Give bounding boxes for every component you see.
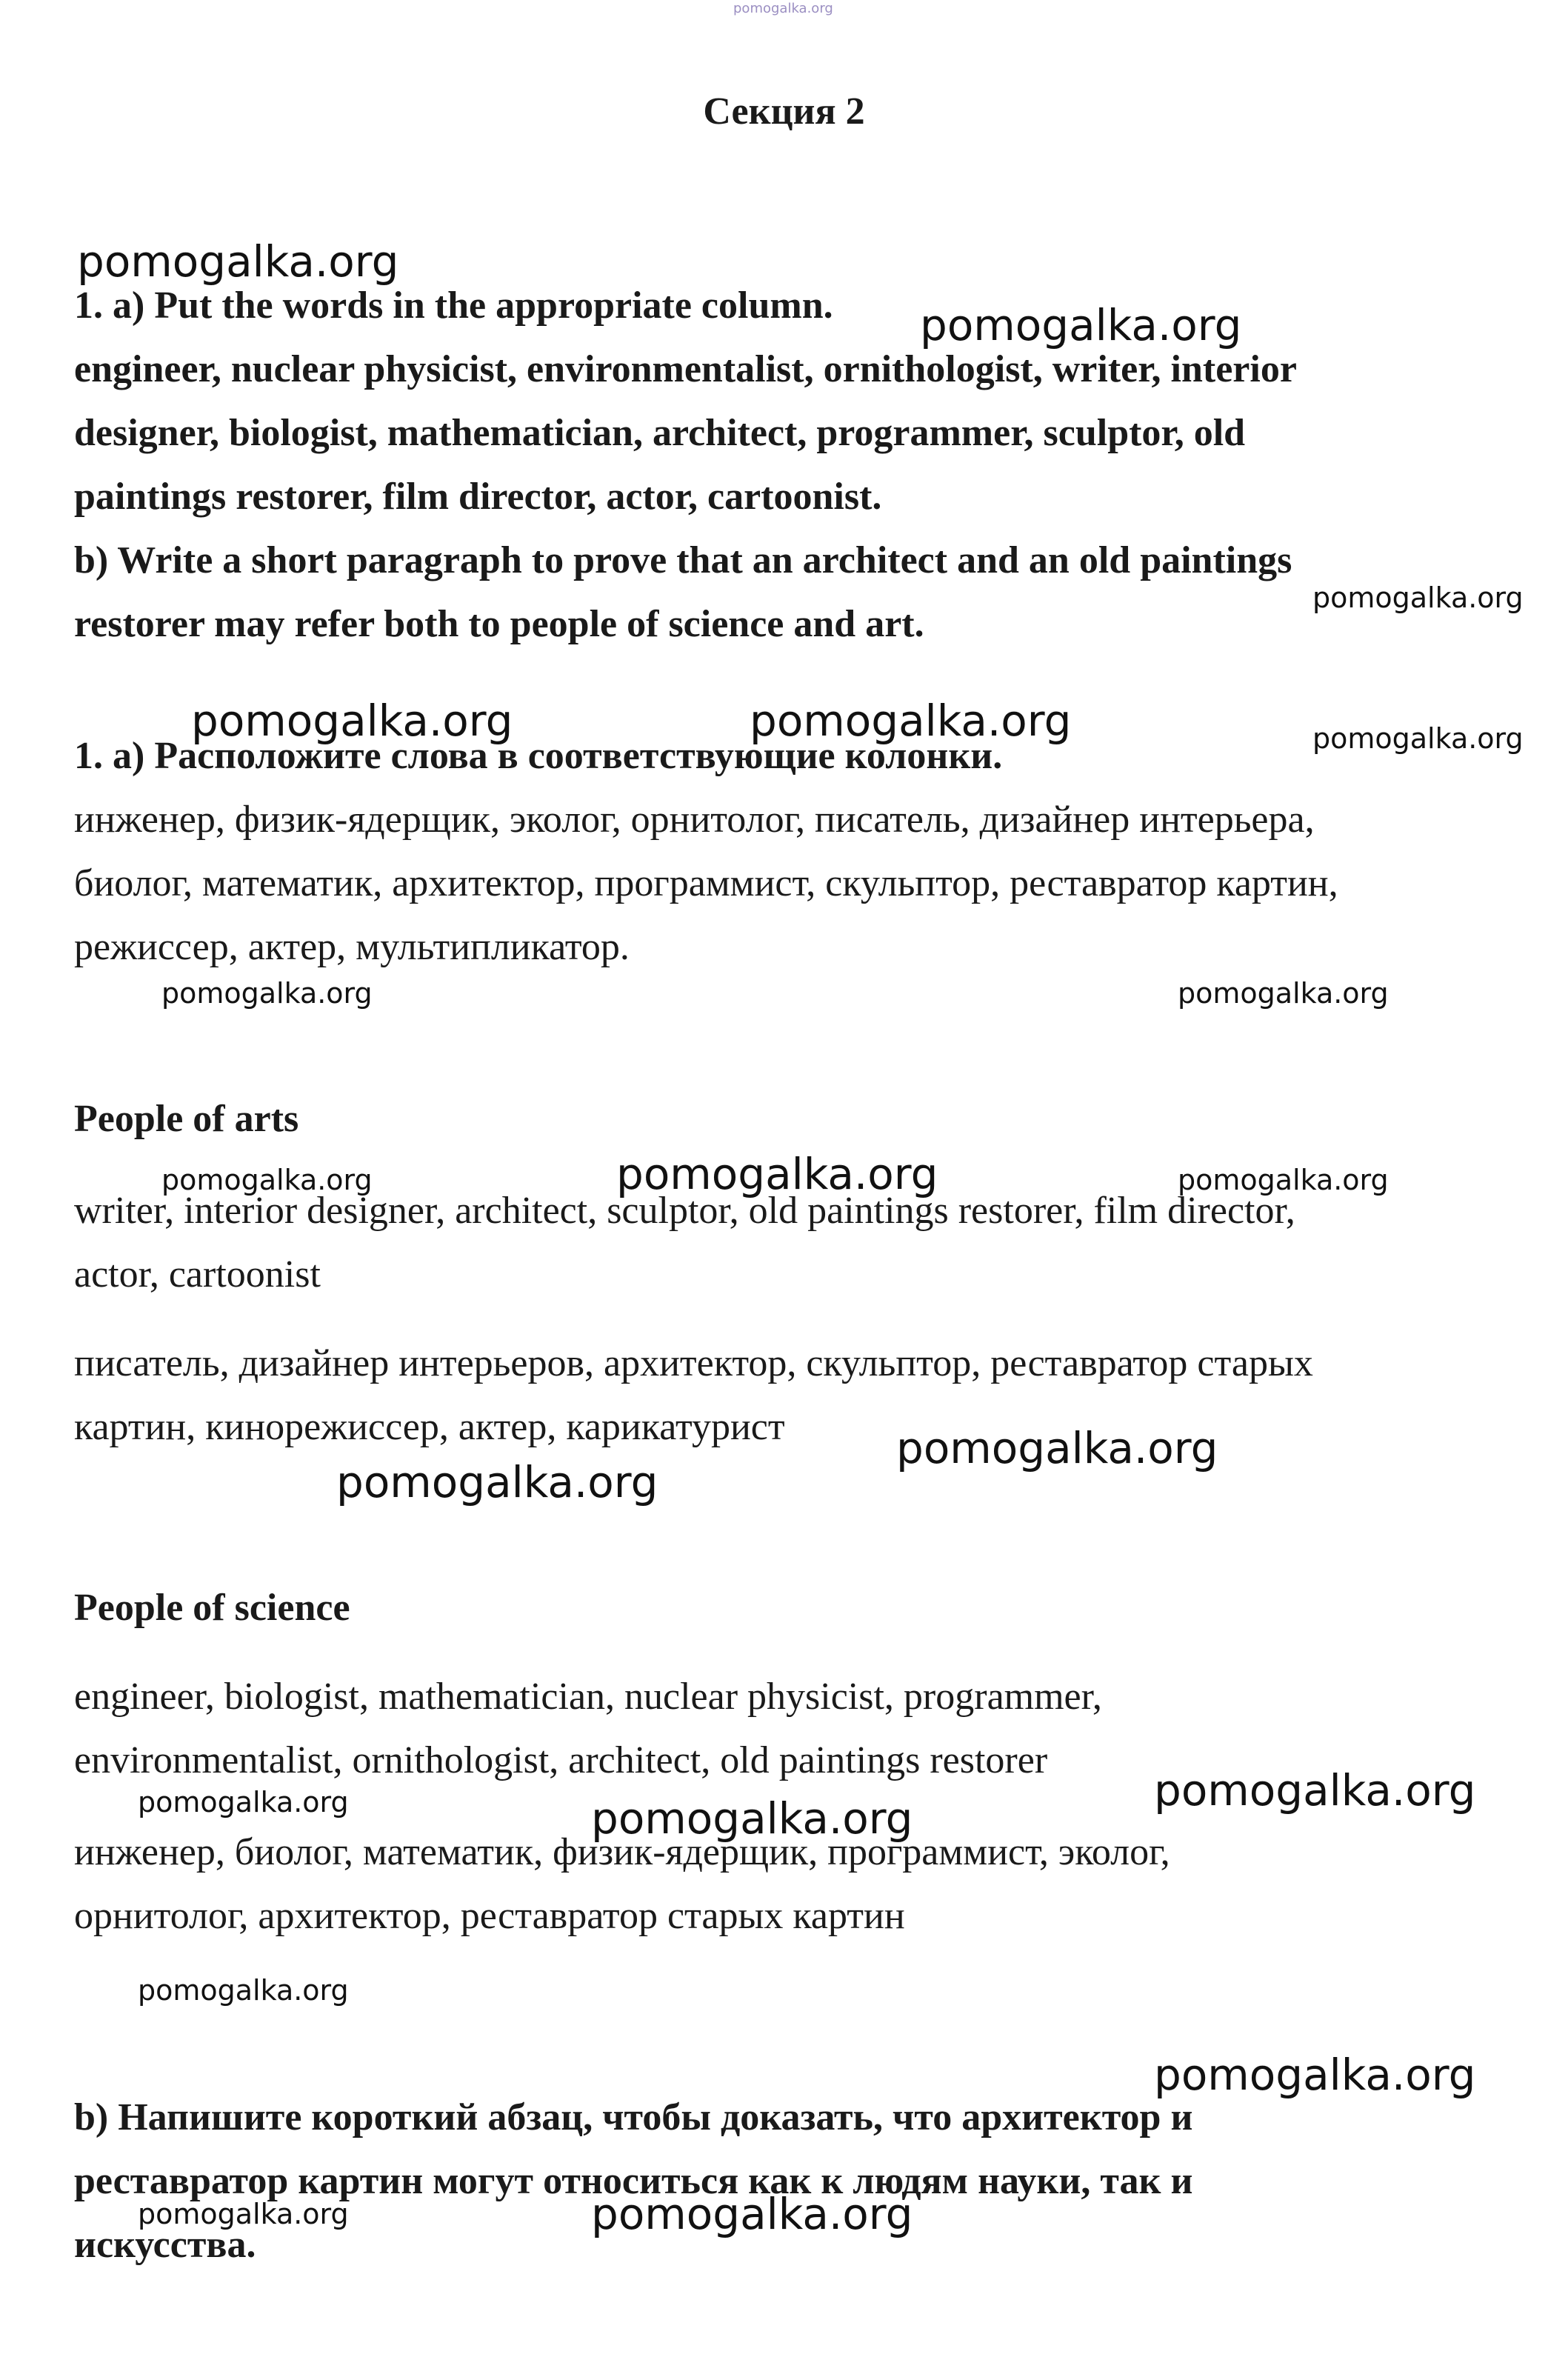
- watermark: pomogalka.org: [1312, 722, 1524, 755]
- watermark: pomogalka.org: [138, 1974, 349, 2007]
- arts-ru-line: писатель, дизайнер интерьеров, архитектор, скульптор, реставратор старых: [74, 1342, 1313, 1384]
- english-word-line: paintings restorer, film director, actor, cartoonist.: [74, 476, 882, 518]
- science-en-line: engineer, biologist, mathematician, nuclear physicist, programmer,: [74, 1676, 1102, 1718]
- watermark: pomogalka.org: [191, 696, 513, 746]
- watermark: pomogalka.org: [920, 300, 1242, 350]
- watermark: pomogalka.org: [896, 1423, 1218, 1473]
- russian-task-b-line: b) Напишите короткий абзац, чтобы доказать, что архитектор и: [74, 2096, 1193, 2138]
- watermark: pomogalka.org: [336, 1457, 658, 1507]
- watermark: pomogalka.org: [616, 1149, 938, 1199]
- watermark: pomogalka.org: [161, 977, 373, 1010]
- russian-task-b-line: реставратор картин могут относиться как к людям науки, так и: [74, 2160, 1193, 2202]
- arts-en-line: actor, cartoonist: [74, 1253, 321, 1296]
- watermark: pomogalka.org: [1312, 581, 1524, 614]
- watermark: pomogalka.org: [1178, 977, 1389, 1010]
- watermark: pomogalka.org: [161, 1164, 373, 1196]
- page-title: Секция 2: [703, 90, 865, 133]
- russian-task-a-heading: 1. a) Расположите слова в соответствующие колонки.: [74, 735, 1003, 777]
- watermark: pomogalka.org: [750, 696, 1072, 746]
- watermark: pomogalka.org: [138, 2198, 349, 2230]
- english-word-line: designer, biologist, mathematician, architect, programmer, sculptor, old: [74, 412, 1246, 454]
- science-ru-line: орнитолог, архитектор, реставратор старых картин: [74, 1895, 905, 1937]
- arts-heading: People of arts: [74, 1098, 299, 1140]
- english-word-line: engineer, nuclear physicist, environmentalist, ornithologist, writer, interior: [74, 348, 1297, 390]
- watermark: pomogalka.org: [138, 1786, 349, 1818]
- russian-word-line: инженер, физик-ядерщик, эколог, орнитолог, писатель, дизайнер интерьера,: [74, 799, 1315, 841]
- science-heading: People of science: [74, 1587, 350, 1629]
- top-watermark: pomogalka.org: [733, 1, 833, 16]
- arts-en-line: writer, interior designer, architect, sculptor, old paintings restorer, film director,: [74, 1190, 1295, 1232]
- watermark: pomogalka.org: [1178, 1164, 1389, 1196]
- watermark: pomogalka.org: [591, 2189, 913, 2239]
- english-task-b-line: b) Write a short paragraph to prove that an architect and an old paintings: [74, 539, 1292, 581]
- english-task-b-line: restorer may refer both to people of science and art.: [74, 603, 924, 645]
- science-en-line: environmentalist, ornithologist, architect, old paintings restorer: [74, 1739, 1048, 1781]
- russian-word-line: биолог, математик, архитектор, программист, скульптор, реставратор картин,: [74, 862, 1338, 904]
- russian-word-line: режиссер, актер, мультипликатор.: [74, 926, 630, 968]
- watermark: pomogalka.org: [591, 1793, 913, 1844]
- science-ru-line: инженер, биолог, математик, физик-ядерщик, программист, эколог,: [74, 1831, 1170, 1873]
- watermark: pomogalka.org: [1154, 1765, 1476, 1816]
- watermark: pomogalka.org: [1154, 2050, 1476, 2100]
- watermark: pomogalka.org: [77, 236, 399, 287]
- english-task-a-heading: 1. a) Put the words in the appropriate column.: [74, 284, 833, 327]
- russian-task-b-line: искусства.: [74, 2224, 256, 2266]
- arts-ru-line: картин, кинорежиссер, актер, карикатурист: [74, 1406, 785, 1448]
